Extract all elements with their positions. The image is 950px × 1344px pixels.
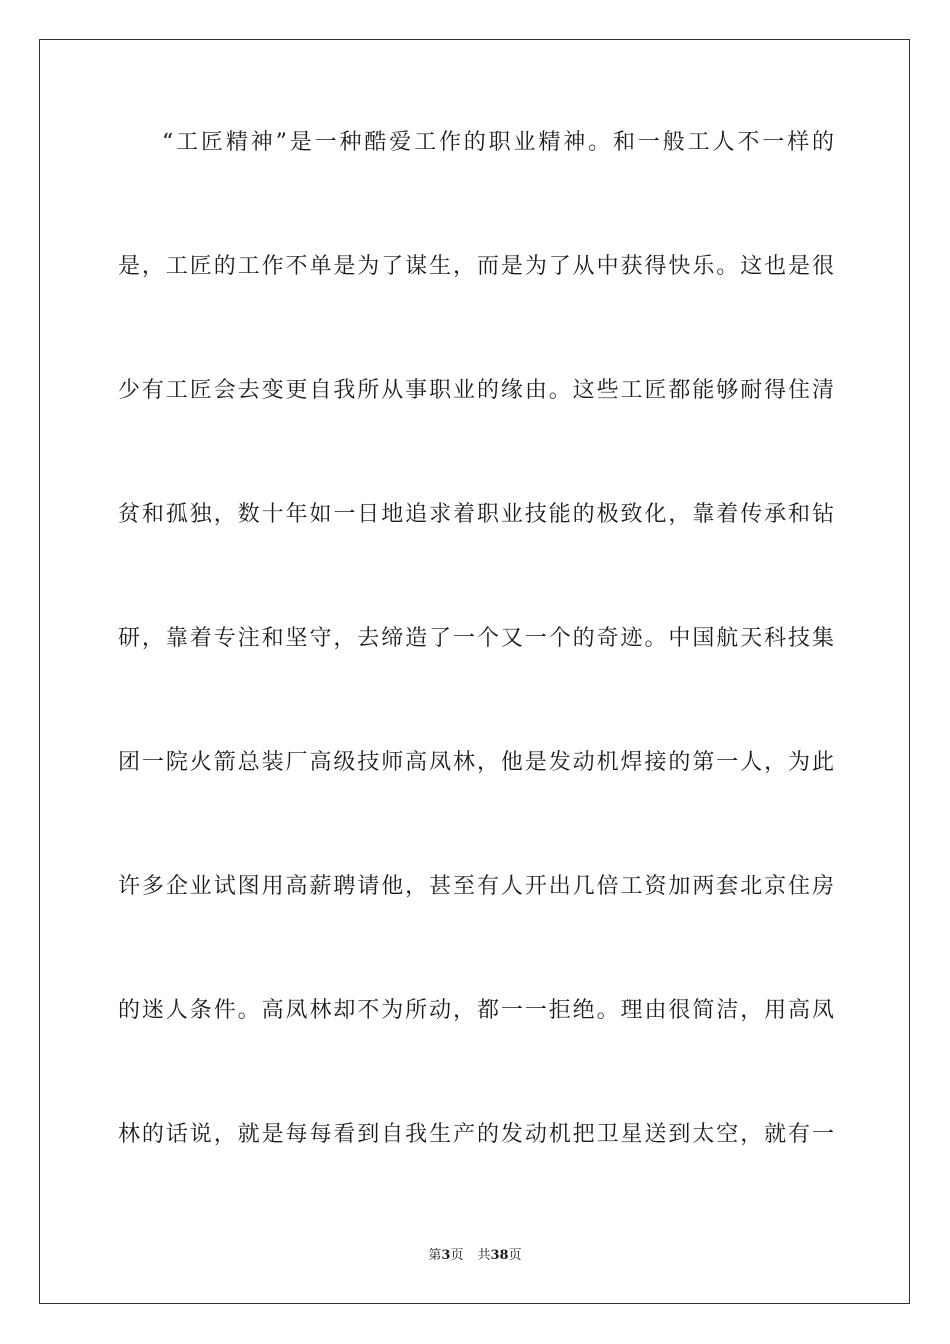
text-line-5: 研，靠着专注和坚守，去缔造了一个又一个的奇迹。中国航天科技集 — [118, 626, 834, 651]
total-prefix: 共 — [477, 1248, 491, 1263]
text-line-1: “工匠精神”是一种酷爱工作的职业精神。和一般工人不一样的 — [162, 130, 834, 155]
total-suffix: 页 — [508, 1248, 522, 1263]
text-line-4: 贫和孤独，数十年如一日地追求着职业技能的极致化，靠着传承和钻 — [118, 502, 834, 527]
text-line-8: 的迷人条件。高凤林却不为所动，都一一拒绝。理由很简洁，用高凤 — [118, 998, 834, 1023]
page-footer — [0, 1247, 950, 1265]
text-line-3: 少有工匠会去变更自我所从事职业的缘由。这些工匠都能够耐得住清 — [118, 378, 834, 403]
page-prefix: 第 — [428, 1248, 442, 1263]
page-suffix: 页 — [450, 1248, 464, 1263]
body-paragraph — [118, 128, 834, 1244]
text-line-2: 是，工匠的工作不单是为了谋生，而是为了从中获得快乐。这也是很 — [118, 254, 834, 279]
total-pages: 38 — [490, 1248, 509, 1263]
text-line-9: 林的话说，就是每每看到自我生产的发动机把卫星送到太空，就有一 — [118, 1122, 834, 1147]
text-line-6: 团一院火箭总装厂高级技师高凤林，他是发动机焊接的第一人，为此 — [118, 750, 834, 775]
text-line-7: 许多企业试图用高薪聘请他，甚至有人开出几倍工资加两套北京住房 — [118, 874, 834, 899]
page-number: 3 — [441, 1248, 451, 1263]
